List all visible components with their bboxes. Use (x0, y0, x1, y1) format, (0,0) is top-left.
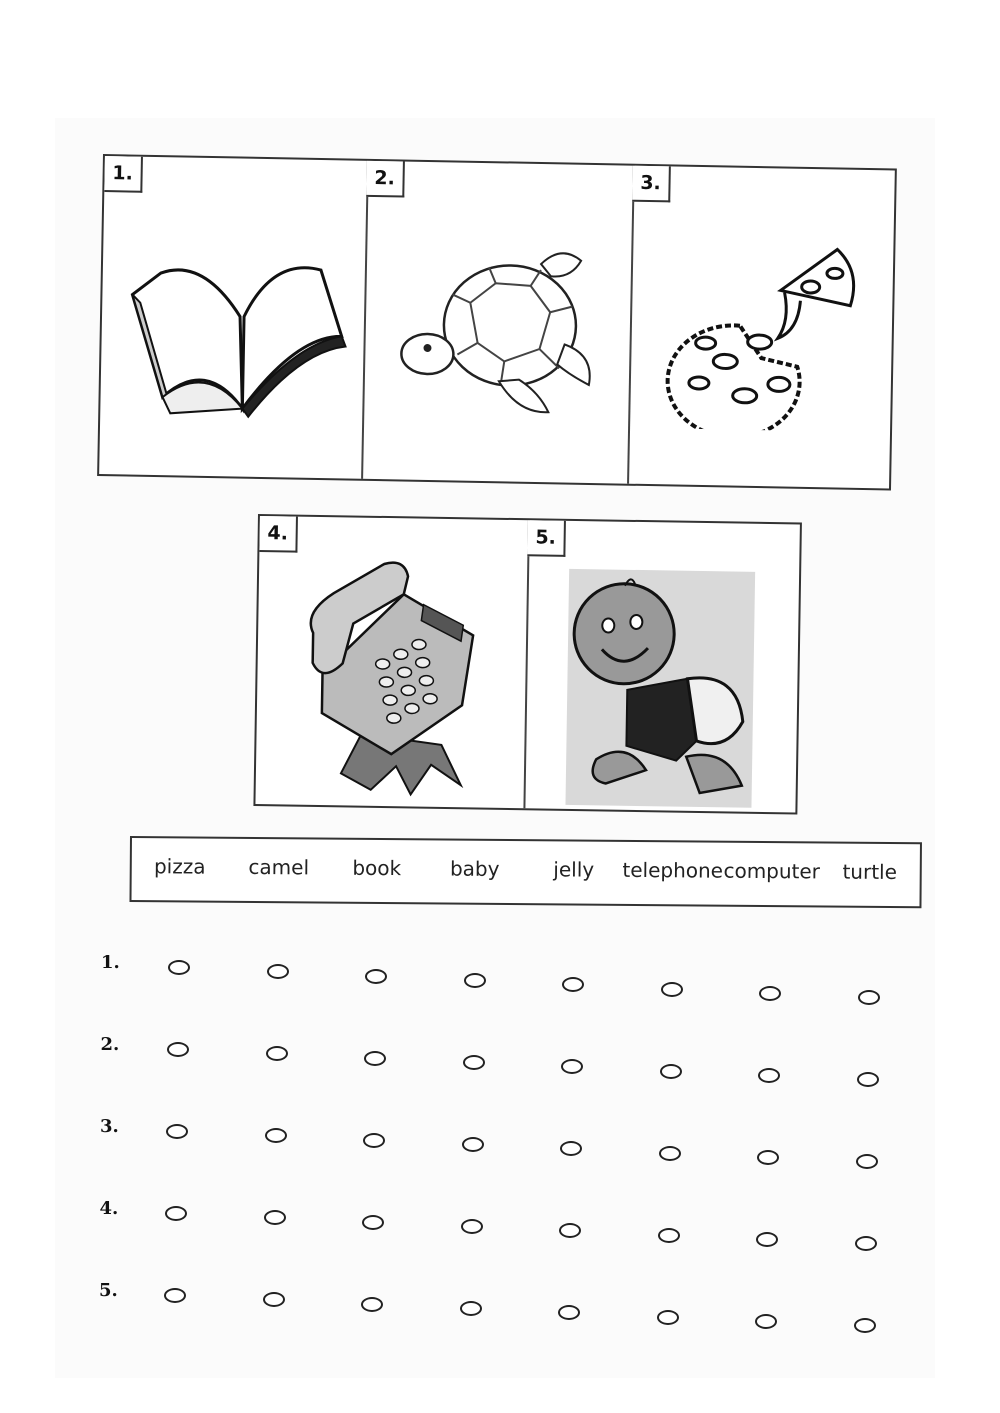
answer-bubble-1-baby[interactable] (464, 973, 486, 988)
picture-cell-4 (255, 516, 529, 808)
word-camel: camel (248, 854, 310, 880)
answer-bubble-1-pizza[interactable] (168, 960, 190, 975)
answer-bubble-3-book[interactable] (363, 1133, 385, 1148)
answer-bubble-1-telephone[interactable] (661, 982, 683, 997)
answer-bubble-3-turtle[interactable] (856, 1154, 878, 1169)
answer-row-label: 4. (99, 1198, 119, 1219)
picture-cell-2 (361, 161, 635, 484)
answer-bubble-4-turtle[interactable] (855, 1236, 877, 1251)
picture-cell-1 (99, 156, 369, 479)
answer-bubble-3-camel[interactable] (265, 1128, 287, 1143)
answer-bubble-5-pizza[interactable] (164, 1288, 186, 1303)
answer-bubble-5-camel[interactable] (263, 1292, 285, 1307)
word-book: book (352, 855, 402, 881)
answer-bubble-3-pizza[interactable] (166, 1124, 188, 1139)
word-telephone: telephone (622, 857, 724, 883)
picture-number-2: 2. (366, 161, 405, 198)
answer-bubble-4-computer[interactable] (756, 1232, 778, 1247)
answer-bubble-5-book[interactable] (361, 1297, 383, 1312)
picture-row-bottom (253, 514, 802, 815)
word-bank (129, 836, 921, 908)
picture-row-top (97, 154, 897, 490)
answer-bubble-4-book[interactable] (362, 1215, 384, 1230)
answer-row-label: 1. (101, 952, 120, 973)
word-baby: baby (449, 856, 500, 881)
answer-bubble-5-telephone[interactable] (657, 1310, 679, 1325)
answer-bubble-2-pizza[interactable] (167, 1042, 189, 1057)
answer-bubble-2-computer[interactable] (758, 1068, 780, 1083)
answer-row-label: 2. (100, 1034, 120, 1055)
picture-cell-5 (523, 520, 799, 812)
picture-number-3: 3. (632, 166, 671, 203)
picture-cell-3 (627, 166, 895, 489)
answer-bubble-1-book[interactable] (365, 969, 387, 984)
picture-number-5: 5. (527, 520, 566, 557)
answer-bubble-2-book[interactable] (364, 1051, 386, 1066)
answer-bubble-2-telephone[interactable] (660, 1064, 682, 1079)
answer-bubble-3-baby[interactable] (462, 1137, 484, 1152)
answer-bubble-5-computer[interactable] (755, 1314, 777, 1329)
answer-bubble-1-computer[interactable] (759, 986, 781, 1001)
picture-number-1: 1. (104, 156, 143, 193)
baby-icon (565, 569, 755, 808)
answer-bubble-2-turtle[interactable] (857, 1072, 879, 1087)
answer-bubble-5-turtle[interactable] (854, 1318, 876, 1333)
answer-bubble-2-baby[interactable] (463, 1055, 485, 1070)
answer-bubble-2-camel[interactable] (266, 1046, 288, 1061)
answer-bubble-3-computer[interactable] (757, 1150, 779, 1165)
answer-bubble-4-pizza[interactable] (165, 1206, 187, 1221)
answer-bubble-1-camel[interactable] (267, 964, 289, 979)
book-icon (120, 236, 353, 430)
word-computer: computer (723, 858, 821, 884)
answer-bubble-4-telephone[interactable] (658, 1228, 680, 1243)
telephone-icon (300, 553, 494, 806)
word-pizza: pizza (153, 854, 206, 879)
word-turtle: turtle (842, 859, 898, 885)
answer-bubble-3-telephone[interactable] (659, 1146, 681, 1161)
pizza-icon (648, 228, 872, 432)
turtle-icon (398, 241, 601, 425)
answer-row-label: 5. (99, 1280, 118, 1301)
answer-bubble-5-baby[interactable] (460, 1301, 482, 1316)
answer-bubble-4-baby[interactable] (461, 1219, 483, 1234)
picture-number-4: 4. (259, 516, 298, 553)
word-jelly: jelly (553, 857, 595, 882)
answer-row-label: 3. (100, 1116, 119, 1137)
answer-bubble-1-turtle[interactable] (858, 990, 880, 1005)
answer-bubble-4-camel[interactable] (264, 1210, 286, 1225)
